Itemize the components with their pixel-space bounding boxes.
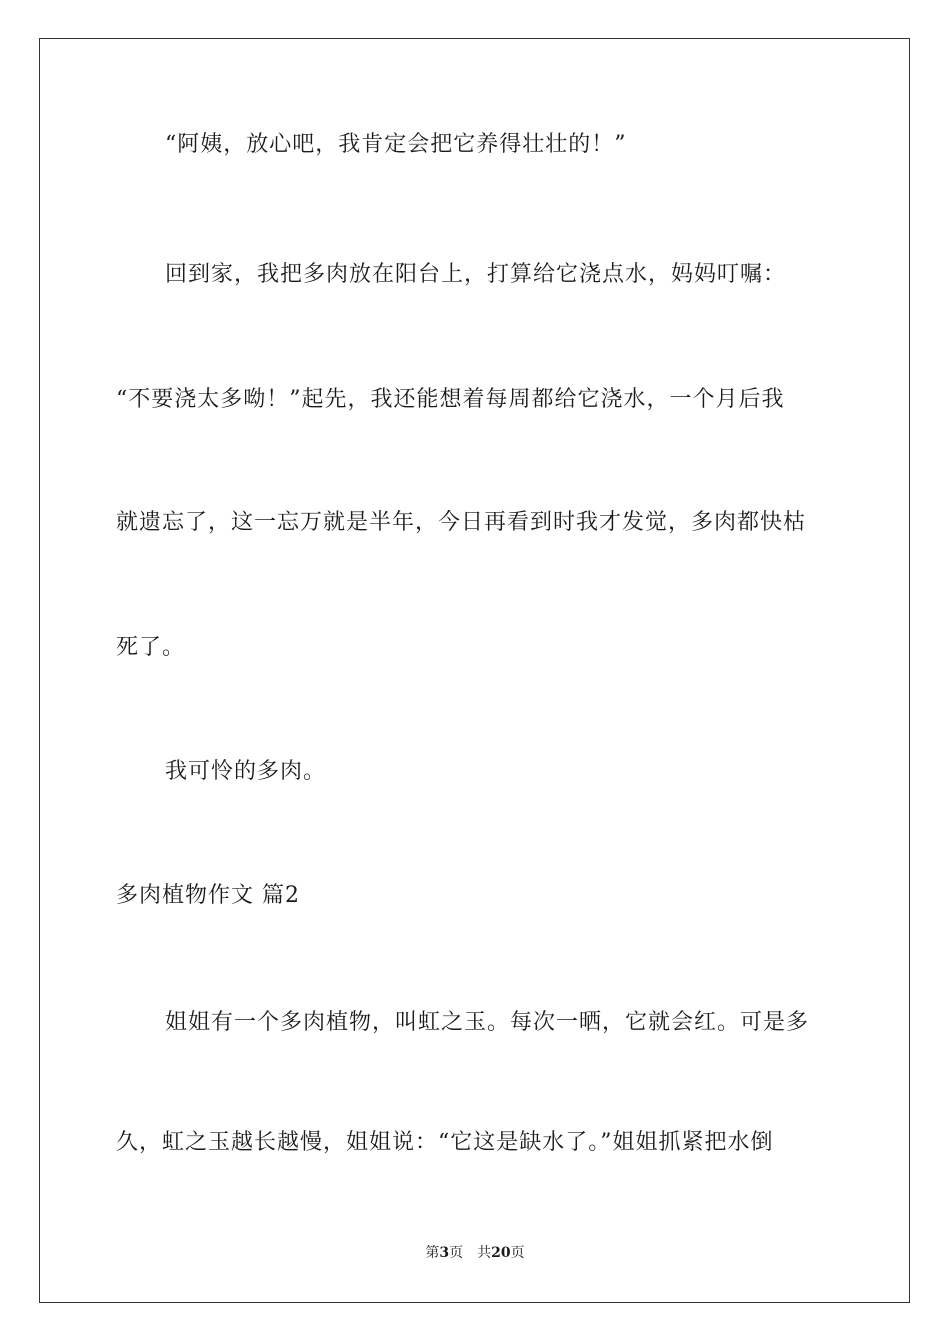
- footer-page-prefix: 第: [425, 1245, 440, 1261]
- paragraph-line: 久，虹之玉越长越慢，姐姐说：“它这是缺水了。”姐姐抓紧把水倒: [116, 1130, 774, 1155]
- paragraph-line: 就遗忘了，这一忘万就是半年，今日再看到时我才发觉，多肉都快枯: [116, 510, 807, 535]
- footer-page-number: 3: [439, 1245, 450, 1261]
- paragraph-line: “阿姨，放心吧，我肯定会把它养得壮壮的！”: [165, 132, 627, 157]
- paragraph-line: 姐姐有一个多肉植物，叫虹之玉。每次一晒，它就会红。可是多: [165, 1010, 810, 1035]
- section-heading: 多肉植物作文 篇2: [116, 883, 300, 908]
- footer-total-pages: 20: [491, 1245, 511, 1261]
- paragraph-line: “不要浇太多呦！”起先，我还能想着每周都给它浇水，一个月后我: [116, 387, 785, 412]
- page-frame: [39, 38, 910, 1303]
- paragraph-line: 我可怜的多肉。: [165, 759, 327, 784]
- page-footer: [0, 1244, 950, 1262]
- footer-total-prefix: 共: [477, 1245, 492, 1261]
- footer-page-suffix: 页: [449, 1245, 464, 1261]
- paragraph-line: 回到家，我把多肉放在阳台上，打算给它浇点水，妈妈叮嘱：: [165, 262, 787, 287]
- footer-total-suffix: 页: [510, 1245, 525, 1261]
- paragraph-line: 死了。: [116, 635, 186, 660]
